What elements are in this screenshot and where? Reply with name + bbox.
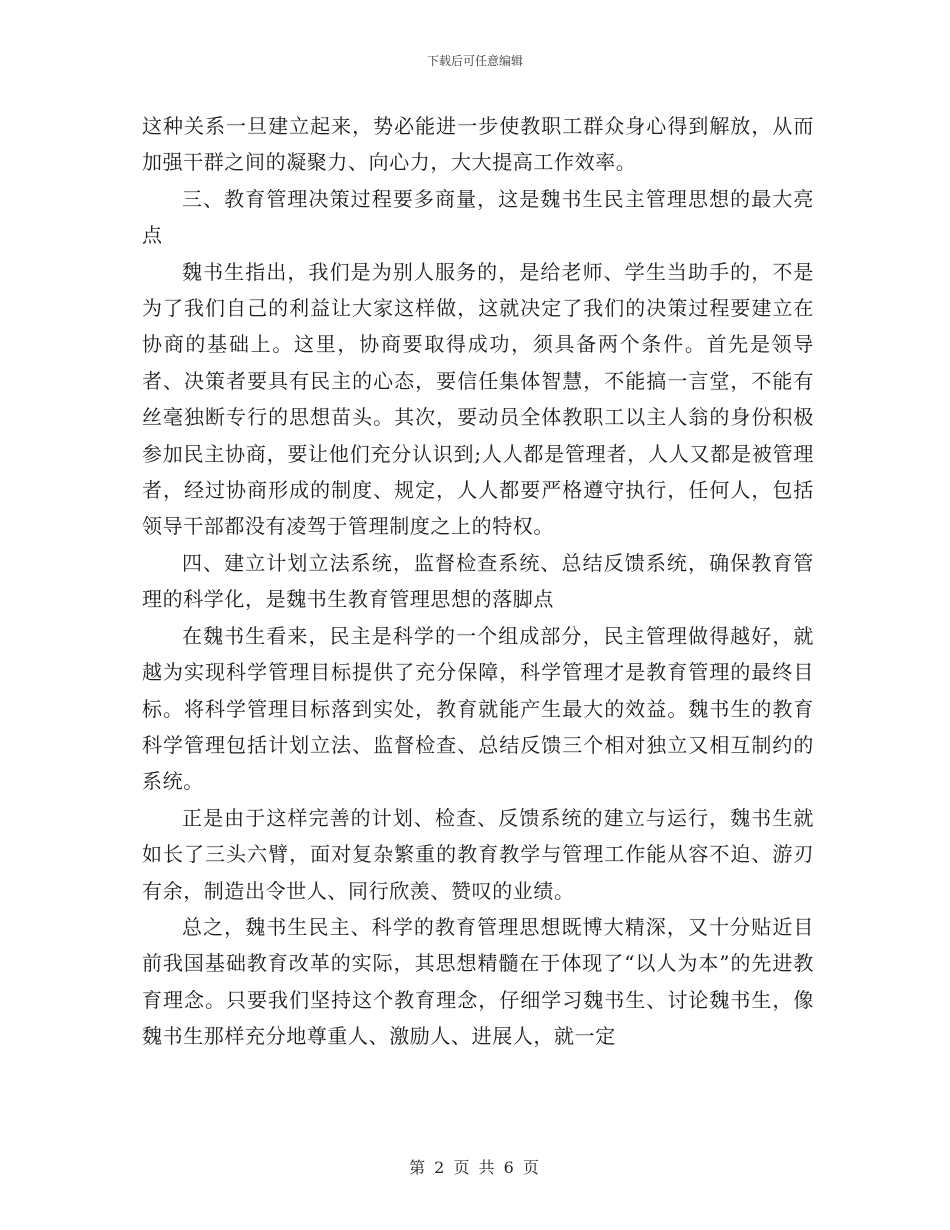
paragraph: 在魏书生看来，民主是科学的一个组成部分，民主管理做得越好，就越为实现科学管理目标提供了充分保障，科学管理才是教育管理的最终目标。将科学管理目标落到实处，教育就能产生最大的效益。魏书生的教育科学管理包括计划立法、监督检查、总结反馈三个相对独立又相互制约的系统。 — [142, 623, 814, 794]
section-heading: 三、教育管理决策过程要多商量，这是魏书生民主管理思想的最大亮点 — [142, 186, 814, 248]
paragraph: 总之，魏书生民主、科学的教育管理思想既博大精深，又十分贴近目前我国基础教育改革的实际，其思想精髓在于体现了“以人为本”的先进教育理念。只要我们坚持这个教育理念，仔细学习魏书生、讨论魏书生，像魏书生那样充分地尊重人、激励人、进展人，就一定 — [142, 914, 814, 1049]
page-number: 第 2 页 共 6 页 — [409, 1158, 541, 1177]
section-heading: 四、建立计划立法系统，监督检查系统、总结反馈系统，确保教育管理的科学化，是魏书生教育管理思想的落脚点 — [142, 550, 814, 612]
paragraph: 魏书生指出，我们是为别人服务的，是给老师、学生当助手的，不是为了我们自己的利益让大家这样做，这就决定了我们的决策过程要建立在协商的基础上。这里，协商要取得成功，须具备两个条件。首先是领导者、决策者要具有民主的心态，要信任集体智慧，不能搞一言堂，不能有丝毫独断专行的思想苗头。其次，要动员全体教职工以主人翁的身份积极参加民主协商，要让他们充分认识到;人人都是管理者，人人又都是被管理者，经过协商形成的制度、规定，人人都要严格遵守执行，任何人，包括领导干部都没有凌驾于管理制度之上的特权。 — [142, 259, 814, 539]
page-header: 下载后可任意编辑 — [426, 54, 523, 68]
paragraph: 正是由于这样完善的计划、检查、反馈系统的建立与运行，魏书生就如长了三头六臂，面对复杂繁重的教育教学与管理工作能从容不迫、游刃有余，制造出令世人、同行欣羡、赞叹的业绩。 — [142, 805, 814, 903]
paragraph: 这种关系一旦建立起来，势必能进一步使教职工群众身心得到解放，从而加强干群之间的凝聚力、向心力，大大提高工作效率。 — [142, 114, 814, 175]
document-body — [142, 108, 814, 1055]
